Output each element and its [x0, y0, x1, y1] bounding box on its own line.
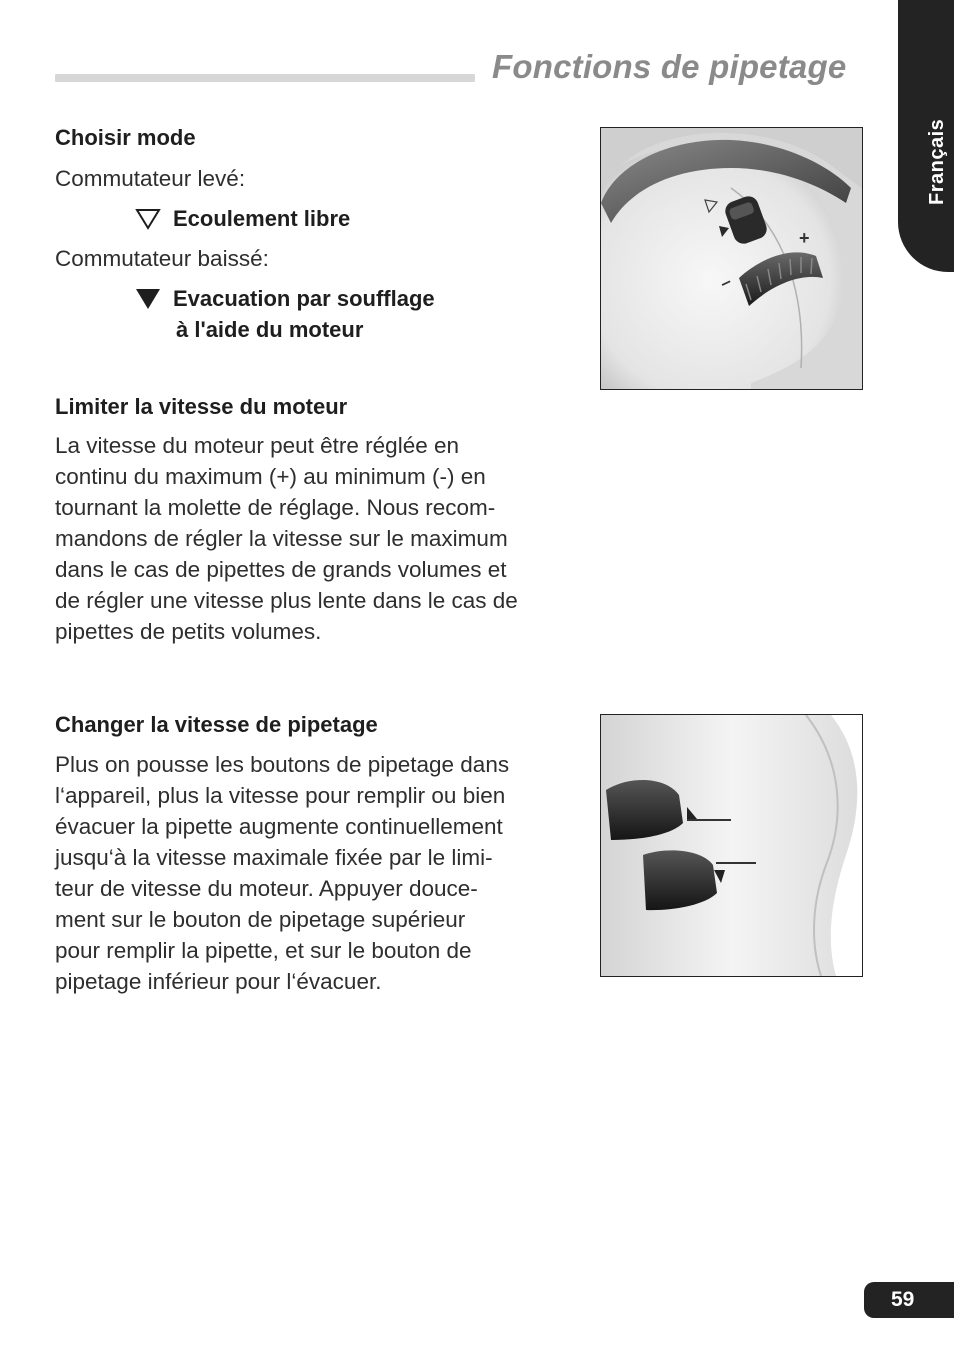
- text-line: jusqu‘à la vitesse maximale fixée par le limi-: [55, 845, 493, 870]
- heading-pipetting-speed: Changer la vitesse de pipetage: [55, 712, 378, 737]
- text-line: de régler une vitesse plus lente dans le cas de: [55, 588, 518, 613]
- text-line: l‘appareil, plus la vitesse pour remplir ou bien: [55, 783, 506, 808]
- filled-triangle-down-icon: [135, 288, 161, 310]
- text-line: Plus on pousse les boutons de pipetage dans: [55, 752, 510, 777]
- text-line: teur de vitesse du moteur. Appuyer douce-: [55, 876, 478, 901]
- text-line: mandons de régler la vitesse sur le maximum: [55, 526, 508, 551]
- blowout-mode-line1: Evacuation par soufflage: [173, 286, 435, 311]
- text-line: pour remplir la pipette, et sur le bouton de: [55, 938, 472, 963]
- text-line: ment sur le bouton de pipetage supérieur: [55, 907, 466, 932]
- text-line: tournant la molette de réglage. Nous recom-: [55, 495, 496, 520]
- text-line: évacuer la pipette augmente continuellement: [55, 814, 503, 839]
- page-title: Fonctions de pipetage: [492, 48, 847, 85]
- device-top-illustration: [601, 128, 862, 389]
- minus-mark: –: [716, 270, 735, 294]
- blowout-mode-line2: à l'aide du moteur: [176, 317, 364, 342]
- device-buttons-illustration: [601, 715, 862, 976]
- outline-triangle-down-icon: [135, 208, 161, 230]
- text-line: pipetage inférieur pour l‘évacuer.: [55, 969, 382, 994]
- text-line: dans le cas de pipettes de grands volumes et: [55, 557, 507, 582]
- language-tab-label: Français: [926, 118, 948, 205]
- header-rule: [55, 74, 475, 82]
- switch-up-label: Commutateur levé:: [55, 166, 246, 191]
- heading-choose-mode: Choisir mode: [55, 125, 196, 150]
- text-line: pipettes de petits volumes.: [55, 619, 322, 644]
- page-number: 59: [864, 1282, 954, 1318]
- switch-down-label: Commutateur baissé:: [55, 246, 269, 271]
- free-flow-mode: Ecoulement libre: [173, 206, 351, 231]
- photo-mode-switch-speed-wheel: [600, 127, 863, 390]
- paragraph-limit-speed: [55, 430, 575, 647]
- text-line: La vitesse du moteur peut être réglée en: [55, 433, 460, 458]
- plus-mark: +: [799, 228, 810, 248]
- photo-pipetting-buttons: [600, 714, 863, 977]
- text-line: continu du maximum (+) au minimum (-) en: [55, 464, 486, 489]
- paragraph-pipetting-speed: [55, 749, 575, 997]
- heading-limit-speed: Limiter la vitesse du moteur: [55, 394, 348, 419]
